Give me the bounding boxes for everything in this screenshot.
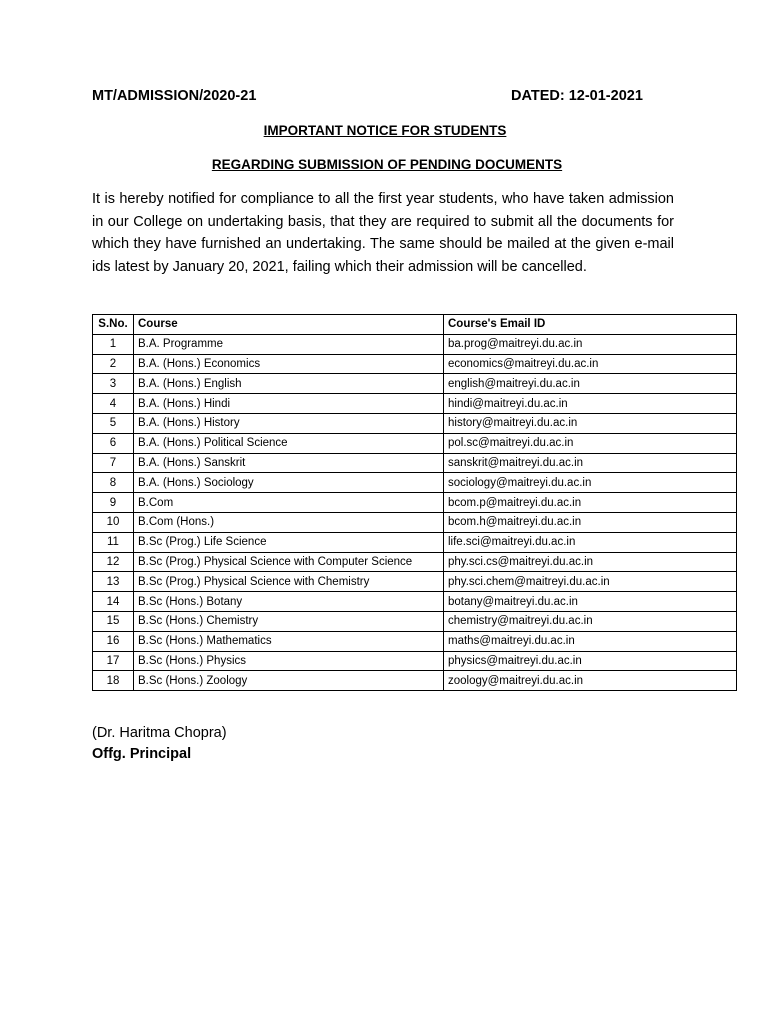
- cell-sno: 12: [93, 552, 134, 572]
- cell-sno: 18: [93, 671, 134, 691]
- table-row: [93, 473, 737, 493]
- cell-email[interactable]: bcom.h@maitreyi.du.ac.in: [444, 512, 737, 532]
- table-row: [93, 374, 737, 394]
- cell-course: B.Sc (Hons.) Mathematics: [134, 631, 444, 651]
- signature-block: [92, 723, 227, 765]
- cell-email[interactable]: chemistry@maitreyi.du.ac.in: [444, 611, 737, 631]
- cell-sno: 2: [93, 354, 134, 374]
- cell-email[interactable]: sociology@maitreyi.du.ac.in: [444, 473, 737, 493]
- cell-sno: 9: [93, 493, 134, 513]
- cell-sno: 10: [93, 512, 134, 532]
- notice-title: IMPORTANT NOTICE FOR STUDENTS: [263, 123, 507, 138]
- table-row: [93, 611, 737, 631]
- signatory-designation: Offg. Principal: [92, 746, 192, 762]
- cell-email[interactable]: economics@maitreyi.du.ac.in: [444, 354, 737, 374]
- notice-header: [92, 88, 648, 108]
- notice-date: DATED: 12-01-2021: [511, 88, 643, 104]
- cell-email[interactable]: sanskrit@maitreyi.du.ac.in: [444, 453, 737, 473]
- cell-email[interactable]: physics@maitreyi.du.ac.in: [444, 651, 737, 671]
- course-email-table: [92, 314, 737, 691]
- cell-course: B.Sc (Hons.) Chemistry: [134, 611, 444, 631]
- cell-sno: 6: [93, 433, 134, 453]
- column-header-course: Course: [134, 315, 444, 335]
- table-row: [93, 433, 737, 453]
- cell-course: B.Sc (Prog.) Physical Science with Computer Science: [134, 552, 444, 572]
- cell-email[interactable]: ba.prog@maitreyi.du.ac.in: [444, 334, 737, 354]
- cell-course: B.A. (Hons.) Hindi: [134, 394, 444, 414]
- cell-course: B.A. (Hons.) English: [134, 374, 444, 394]
- column-header-email: Course's Email ID: [444, 315, 737, 335]
- cell-course: B.Sc (Prog.) Physical Science with Chemistry: [134, 572, 444, 592]
- table-row: [93, 413, 737, 433]
- cell-sno: 14: [93, 592, 134, 612]
- table-row: [93, 394, 737, 414]
- cell-course: B.Com: [134, 493, 444, 513]
- signatory-name: (Dr. Haritma Chopra): [92, 725, 227, 741]
- table-row: [93, 572, 737, 592]
- notice-body: It is hereby notified for compliance to all the first year students, who have taken admission in our College on undertaking basis, that they are required to submit all the documents for which they have furnished an undertaking. The same should be mailed at the given e-mail ids latest by January 20, 2021, failing which their admission will be cancelled.: [92, 191, 674, 275]
- cell-course: B.A. Programme: [134, 334, 444, 354]
- table-row: [93, 552, 737, 572]
- cell-course: B.Sc (Hons.) Physics: [134, 651, 444, 671]
- cell-sno: 4: [93, 394, 134, 414]
- table-row: [93, 334, 737, 354]
- cell-email[interactable]: pol.sc@maitreyi.du.ac.in: [444, 433, 737, 453]
- cell-sno: 5: [93, 413, 134, 433]
- cell-sno: 11: [93, 532, 134, 552]
- column-header-sno: S.No.: [93, 315, 134, 335]
- table-row: [93, 631, 737, 651]
- table-header-row: [93, 315, 737, 335]
- cell-course: B.Com (Hons.): [134, 512, 444, 532]
- cell-sno: 7: [93, 453, 134, 473]
- cell-email[interactable]: phy.sci.chem@maitreyi.du.ac.in: [444, 572, 737, 592]
- cell-email[interactable]: english@maitreyi.du.ac.in: [444, 374, 737, 394]
- cell-email[interactable]: zoology@maitreyi.du.ac.in: [444, 671, 737, 691]
- cell-email[interactable]: life.sci@maitreyi.du.ac.in: [444, 532, 737, 552]
- table-row: [93, 651, 737, 671]
- cell-course: B.Sc (Hons.) Zoology: [134, 671, 444, 691]
- cell-course: B.Sc (Hons.) Botany: [134, 592, 444, 612]
- cell-email[interactable]: maths@maitreyi.du.ac.in: [444, 631, 737, 651]
- reference-number: MT/ADMISSION/2020-21: [92, 88, 257, 104]
- table-row: [93, 671, 737, 691]
- cell-sno: 1: [93, 334, 134, 354]
- cell-email[interactable]: bcom.p@maitreyi.du.ac.in: [444, 493, 737, 513]
- cell-sno: 15: [93, 611, 134, 631]
- cell-course: B.A. (Hons.) Political Science: [134, 433, 444, 453]
- cell-sno: 17: [93, 651, 134, 671]
- cell-sno: 8: [93, 473, 134, 493]
- cell-course: B.A. (Hons.) History: [134, 413, 444, 433]
- table-row: [93, 354, 737, 374]
- cell-sno: 13: [93, 572, 134, 592]
- cell-email[interactable]: history@maitreyi.du.ac.in: [444, 413, 737, 433]
- table-row: [93, 532, 737, 552]
- cell-sno: 3: [93, 374, 134, 394]
- table-row: [93, 592, 737, 612]
- cell-sno: 16: [93, 631, 134, 651]
- cell-course: B.A. (Hons.) Sociology: [134, 473, 444, 493]
- cell-course: B.A. (Hons.) Economics: [134, 354, 444, 374]
- table-row: [93, 512, 737, 532]
- table-row: [93, 493, 737, 513]
- cell-email[interactable]: phy.sci.cs@maitreyi.du.ac.in: [444, 552, 737, 572]
- table-row: [93, 453, 737, 473]
- cell-course: B.A. (Hons.) Sanskrit: [134, 453, 444, 473]
- cell-email[interactable]: hindi@maitreyi.du.ac.in: [444, 394, 737, 414]
- notice-subtitle: REGARDING SUBMISSION OF PENDING DOCUMENTS: [211, 157, 563, 172]
- cell-email[interactable]: botany@maitreyi.du.ac.in: [444, 592, 737, 612]
- cell-course: B.Sc (Prog.) Life Science: [134, 532, 444, 552]
